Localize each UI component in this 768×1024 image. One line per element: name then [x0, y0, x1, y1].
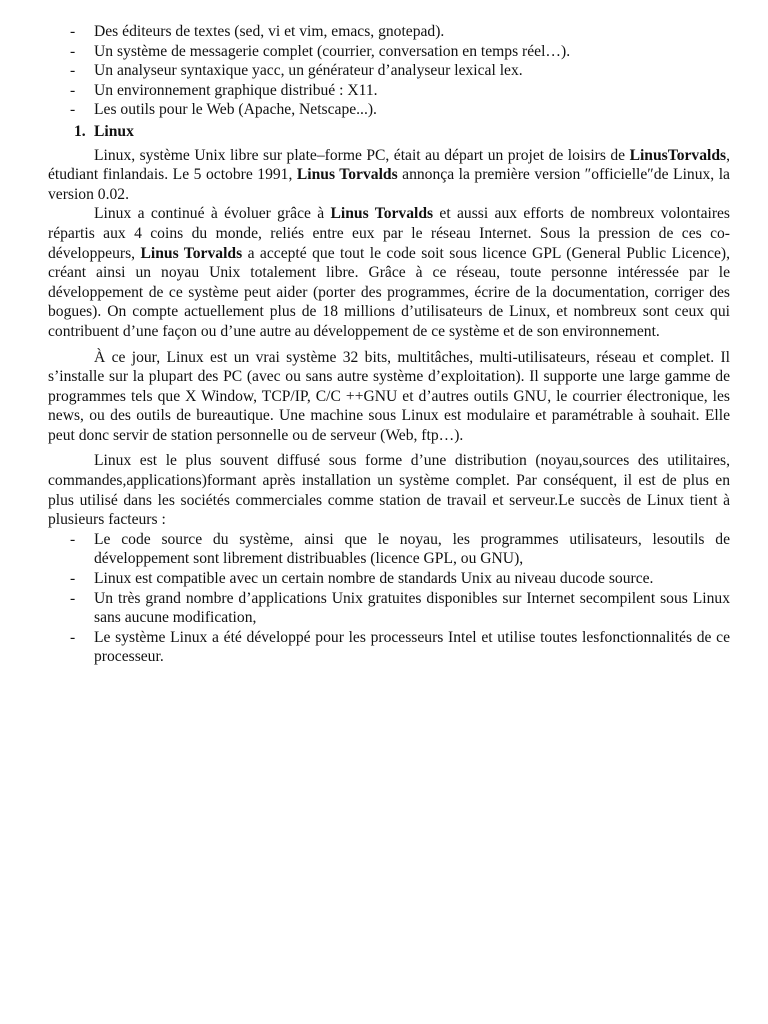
list-item-text: Un analyseur syntaxique yacc, un générateur d’analyseur lexical lex. [94, 62, 523, 80]
list-item-text: Le système Linux a été développé pour les processeurs Intel et utilise toutes lesfonctionnalités de ce processeur. [94, 628, 730, 666]
list-item-text: Les outils pour le Web (Apache, Netscape...). [94, 101, 377, 119]
list-dash: - [70, 81, 76, 99]
paragraph-text: annonça la première version ″officielle″de Linux, la version 0.02. [48, 166, 730, 203]
paragraph-evolution [48, 204, 730, 341]
section-heading-linux [48, 122, 730, 142]
bold-name: LinusTorvalds [629, 146, 727, 164]
list-dash: - [70, 589, 76, 607]
list-item [48, 589, 730, 628]
section-title: Linux [94, 122, 134, 140]
list-item-text: Linux est compatible avec un certain nombre de standards Unix au niveau ducode source. [94, 570, 654, 588]
list-dash: - [70, 62, 76, 80]
list-dash: - [70, 530, 76, 548]
paragraph-history [48, 146, 730, 205]
paragraph-text: a accepté que tout le code soit sous licence GPL (General Public Licence), créant ainsi un noyau Unix totalement libre. Grâce à ce réseau, toute personne intéressée par le développement de ce système peut aider (porter des programmes, écrire de la documentation, corriger des bogues). On compte actuellement plus de 18 millions d’utilisateurs de Linux, et nombreux sont ceux qui contribuent d’une façon ou d’une autre au développement de ce système et de son environnement. [48, 244, 730, 340]
list-dash: - [70, 23, 76, 40]
bold-name: Linus Torvalds [296, 166, 398, 184]
list-item-text: Un système de messagerie complet (courrier, conversation en temps réel…). [94, 42, 571, 60]
paragraph-distribution: Linux est le plus souvent diffusé sous forme d’une distribution (noyau,sources des utilitaires, commandes,applications)formant après installation un système complet. Par conséquent, il est de plus en plus utilisé dans les sociétés commerciales comme station de travail et serveur.Le succès de Linux tient à plusieurs facteurs : [48, 452, 730, 529]
list-item [48, 569, 730, 589]
section-number: 1. [74, 122, 86, 140]
paragraph-text: Linux, système Unix libre sur plate–forme PC, était au départ un projet de loisirs de [94, 146, 630, 164]
tools-list [48, 22, 730, 120]
list-item-text: Des éditeurs de textes (sed, vi et vim, emacs, gnotepad). [94, 23, 445, 40]
list-item-text: Un environnement graphique distribué : X11. [94, 81, 378, 99]
list-item [48, 61, 730, 81]
list-dash: - [70, 42, 76, 60]
success-factors-list [48, 530, 730, 667]
paragraph-features: À ce jour, Linux est un vrai système 32 bits, multitâches, multi-utilisateurs, réseau et complet. Il s’installe sur la plupart des PC (avec ou sans autre système d’exploitation). Il supporte une large gamme de programmes tels que X Window, TCP/IP, C/C ++GNU et d’autres outils GNU, le courrier électronique, les news, ou des outils de bureautique. Une machine sous Linux est modulaire et paramétrable à souhait. Elle peut donc servir de station personnelle ou de serveur (Web, ftp…). [48, 348, 730, 444]
document-page [48, 22, 730, 667]
list-item [48, 81, 730, 101]
list-item-text: Un très grand nombre d’applications Unix gratuites disponibles sur Internet secompilent sous Linux sans aucune modification, [94, 589, 730, 627]
list-dash: - [70, 570, 76, 588]
list-item [48, 100, 730, 120]
list-item [48, 42, 730, 62]
paragraph-text: Linux a continué à évoluer grâce à [94, 205, 331, 223]
list-item [48, 22, 730, 42]
list-dash: - [70, 101, 76, 119]
bold-name: Linus Torvalds [140, 244, 243, 262]
list-item [48, 530, 730, 569]
list-item [48, 628, 730, 667]
list-item-text: Le code source du système, ainsi que le noyau, les programmes utilisateurs, lesoutils de développement sont librement distribuables (licence GPL, ou GNU), [94, 530, 730, 568]
paragraph-text: et aussi aux efforts de nombreux volontaires répartis aux 4 coins du monde, reliés entre eux par le réseau Internet. Sous la pression de ces co-développeurs, [48, 205, 731, 262]
list-dash: - [70, 628, 76, 646]
paragraph-text: , étudiant finlandais. Le 5 octobre 1991, [48, 146, 730, 184]
bold-name: Linus Torvalds [330, 205, 434, 223]
